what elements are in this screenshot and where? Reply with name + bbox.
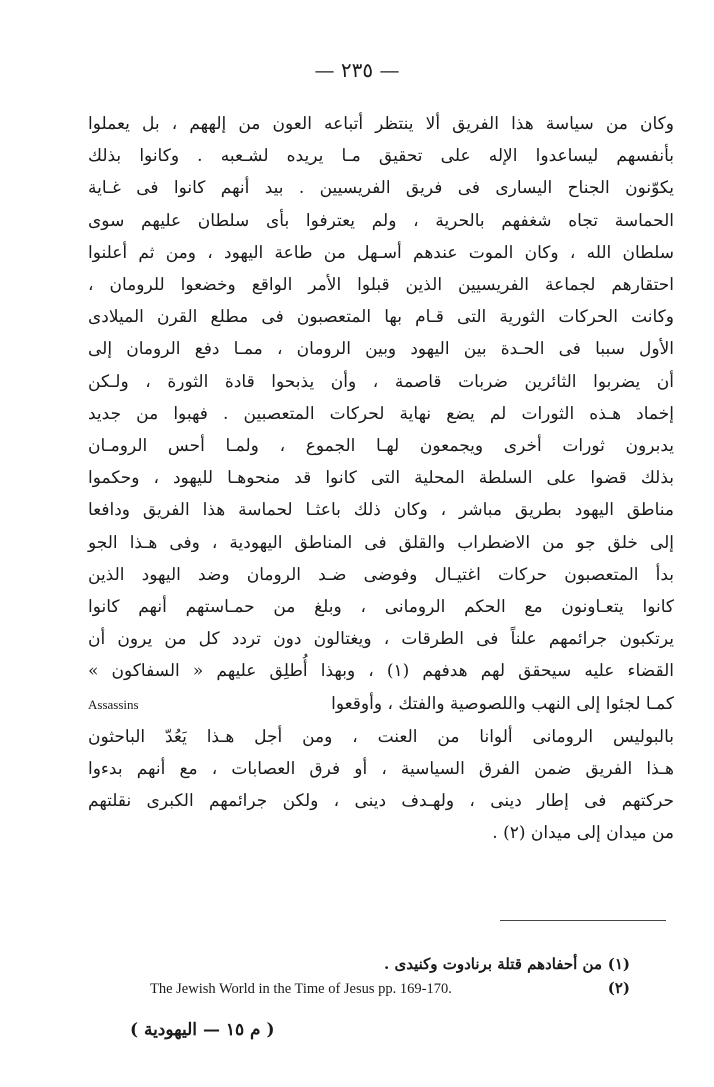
latin-term: Assassins <box>88 696 139 712</box>
text-line: مناطق اليهود بطريق مباشر ، وكان ذلك باعثـا لحماسة هذا الفريق ودافعا <box>88 500 674 521</box>
text-line-with-latin <box>88 688 674 721</box>
text-line: بذلك قضوا على السلطة المحلية التى كانوا قد منحوهـا لليهود ، وحكموا <box>88 468 674 489</box>
footnote-marker: (٢) <box>607 979 630 997</box>
text-line: كانوا يتعـاونون مع الحكم الرومانى ، وبلغ من حمـاستهم أنهم كانوا <box>88 597 674 618</box>
text-line: القضاء عليه سيحقق لهم هدفهم (١) ، وبهذا أُطلِق عليهم « السفاكون » <box>88 661 674 682</box>
footnote-marker: (١) <box>607 955 630 973</box>
main-text-block <box>88 108 674 850</box>
footnote-2 <box>130 979 630 1003</box>
text-line: أن يضربوا الثائرين ضربات قاصمة ، وأن يذبحوا قادة الثورة ، ولـكن <box>88 371 674 392</box>
text-line: احتقارهم لجماعة الفريسيين الذين قبلوا الأمر الواقع وخضعوا للرومان ، <box>88 275 674 296</box>
text-line: بدأ المتعصبون حركات اغتيـال وفوضى ضـد الرومان وضد اليهود الذين <box>88 564 674 585</box>
text-line: حركتهم فى إطار دينى ، ولهـدف دينى ، ولكن جرائمهم الكبرى نقلتهم <box>88 791 674 812</box>
footnotes <box>130 955 630 1003</box>
page-number: — ٢٣٥ — <box>314 58 400 82</box>
text-line: سلطان الله ، وكان الموت عندهم أسـهل من طاعة اليهود ، ومن ثم أعلنوا <box>88 242 674 263</box>
text-line-arabic-part: كمـا لجئوا إلى النهب واللصوصية والفتك ، وأوقعوا <box>331 693 674 714</box>
text-line: يرتكبون جرائمهم علناً فى الطرقات ، ويغتالون دون تردد كل من يرون أن <box>88 629 674 650</box>
text-line: هـذا الفريق ضمن الفرق السياسية ، أو فرق العصابات ، مع أنهم بدءوا <box>88 759 674 780</box>
text-line: يكوّنون الجناح اليسارى فى فريق الفريسيين . بيد أنهم كانوا فى غـاية <box>88 178 674 199</box>
text-line: بالبوليس الرومانى ألوانا من العنت ، ومن أجل هـذا يَعُدّ الباحثون <box>88 726 674 747</box>
text-line: الحماسة تجاه شغفهم بالحرية ، ولم يعترفوا بأى سلطان عليهم سوى <box>88 210 674 231</box>
text-line: يدبرون ثورات أخرى ويجمعون لهـا الجموع ، ولمـا أحس الرومـان <box>88 436 674 457</box>
footnote-1 <box>130 955 630 979</box>
text-line: وكان من سياسة هذا الفريق ألا ينتظر أتباعه العون من إلههم ، بل يعملوا <box>88 114 674 134</box>
text-line: وكانت الحركات الثورية التى قـام بها المتعصبون فى مطلع القرن الميلادى <box>88 307 674 328</box>
footnote-text: The Jewish World in the Time of Jesus pp. 169-170. <box>150 981 452 997</box>
text-line: إخماد هـذه الثورات لم يضع نهاية لحركات المتعصبين . فهبوا من جديد <box>88 403 674 424</box>
text-line: إلى خلق جو من الاضطراب والقلق فى المناطق اليهودية ، وفى هـذا الجو <box>88 532 674 553</box>
signature-mark: ( م ١٥ — اليهودية ) <box>130 1020 275 1040</box>
text-line: من ميدان إلى ميدان (٢) . <box>492 823 674 844</box>
footnote-text: من أحفادهم قتلة برنادوت وكنيدى . <box>384 955 602 973</box>
footnote-separator <box>500 920 666 921</box>
text-line: الأول سببا فى الحـدة بين اليهود وبين الرومان ، ممـا دفع الرومان إلى <box>88 339 674 360</box>
text-line: بأنفسهم ليساعدوا الإله على تحقيق مـا يريده لشـعبه . وكانوا بذلك <box>88 146 674 167</box>
